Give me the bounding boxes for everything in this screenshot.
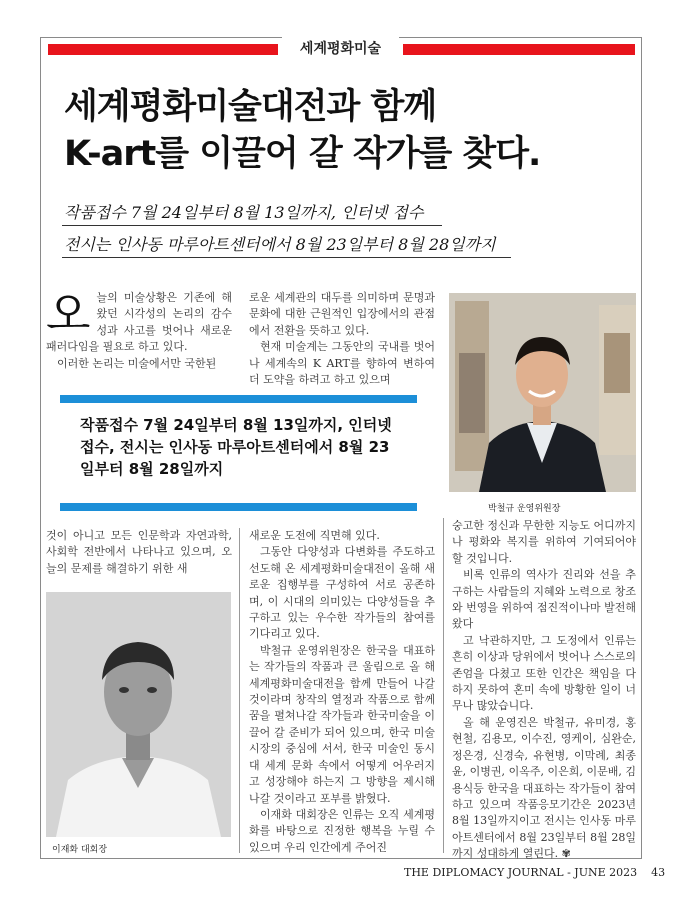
column-1-bottom — [46, 528, 232, 577]
photo-lee-jae-hwa — [46, 592, 231, 837]
caption-photo-1: 박철규 운영위원장 — [488, 504, 561, 514]
col2-bottom-paragraph-3: 박철규 운영위원장은 한국을 대표하는 작가들의 작품과 큰 울림으로 올 해 세계평화미술대전을 함께 만들어 나갈 것이라며 창작의 열정과 작품으로 함께 꿈을 펼쳐나갈 작가들과 한국미술을 이끌어 갈 준비가 되어 있으며, 한국 미술시장의 중심에 서서, 한국 미술인 동시대 세계 문화 속에서 어떻게 어우러지고 성장해야 하는지 그 방향을 제시해 나갈 것이라고 포부를 밝혔다. — [249, 643, 435, 805]
column-divider-2 — [443, 518, 444, 853]
column-3 — [452, 518, 636, 863]
photo-park-cheol-gyu — [449, 293, 636, 492]
section-label: 세계평화미술 — [282, 37, 399, 61]
subhead-underline-2 — [62, 257, 511, 258]
footer — [404, 866, 665, 879]
portrait-illustration-1 — [449, 293, 636, 492]
section-bar-right — [403, 44, 635, 55]
col1-top-paragraph-2: 이러한 논리는 미술에서만 국한된 — [57, 356, 217, 370]
pull-quote-bar-bottom — [60, 503, 417, 511]
end-mark-icon: ✾ — [561, 847, 571, 861]
subhead-2: 전시는 인사동 마루아트센터에서 8월 23일부터 8월 28일까지 — [64, 235, 496, 254]
col2-bottom-paragraph-1: 새로운 도전에 직면해 있다. — [249, 529, 380, 542]
caption-photo-2: 이재화 대회장 — [52, 845, 108, 855]
col2-bottom-paragraph-4: 이재화 대회장은 인류는 오직 세계평화를 바탕으로 진정한 행복을 누릴 수있으며 우리 인간에게 주어진 — [249, 807, 435, 854]
page-number: 43 — [651, 866, 666, 879]
col3-paragraph-4: 올 해 운영진은 박철규, 유미경, 홍현철, 김용모, 이수진, 영케이, 심완순, 정은경, 신경숙, 유현병, 이막례, 최종윤, 이병권, 이옥주, 이은희, 이문배, 김용식등 한국을 대표하는 작가들이 참여하고 있으며 작품응모기간은 2023년 8월 13일까지이고 전시는 인사동 마루아트센터에서 8월 23일부터 8월 28일까지 성대하게 열린다. — [452, 715, 637, 861]
col2-top-paragraph-2: 현재 미술계는 그동안의 국내를 벗어나 세계속의 K ART를 향하여 변하여 더 도약을 하려고 하고 있으며 — [249, 340, 435, 387]
pull-quote-bar-top — [60, 395, 417, 403]
column-1-top — [46, 287, 232, 372]
pull-quote: 작품접수 7월 24일부터 8월 13일까지, 인터넷 접수, 전시는 인사동 마루아트센터에서 8월 23일부터 8월 28일까지 — [80, 416, 392, 478]
col1-bottom-paragraph: 것이 아니고 모든 인문학과 자연과학, 사회학 전반에서 나타나고 있으며, 오늘의 문제를 해결하기 위한 새 — [46, 529, 232, 575]
headline-line-2: K-art를 이끌어 갈 작가를 찾다. — [64, 134, 541, 174]
subhead-underline-1 — [62, 225, 442, 226]
column-divider-1 — [239, 528, 240, 853]
footer-journal: THE DIPLOMACY JOURNAL - JUNE 2023 — [404, 866, 638, 879]
section-bar-left — [48, 44, 278, 55]
headline-line-1: 세계평화미술대전과 함께 — [64, 87, 437, 127]
column-2-bottom — [249, 528, 435, 856]
drop-cap: 오 — [46, 287, 91, 341]
headline — [64, 84, 644, 178]
subhead-1: 작품접수 7월 24일부터 8월 13일까지, 인터넷 접수 — [64, 203, 424, 222]
col3-paragraph-3: 고 낙관하지만, 그 도정에서 인류는 흔히 이상과 당위에서 벗어나 스스로의 존엄을 다쳤고 또한 인간은 책임을 다하지 못하여 혼미 속에 방황한 일이 너무나 많았습니다. — [452, 633, 637, 713]
portrait-illustration-2 — [46, 592, 231, 837]
col2-bottom-paragraph-2: 그동안 다양성과 다변화를 주도하고 선도해 온 세계평화미술대전이 올해 새로운 집행부를 구성하여 서로 공존하며, 이 시대의 의미있는 다양성들을 추구하고 있는 우수한 작가들의 참여를 기다리고 있다. — [249, 545, 435, 641]
col2-top-paragraph-1: 로운 세계관의 대두를 의미하며 문명과 문화에 대한 근원적인 입장에서의 관점에서 전환을 뜻하고 있다. — [249, 291, 435, 337]
col3-paragraph-1: 숭고한 정신과 무한한 지능도 어디까지나 평화와 복지를 위하여 기여되어야 할 것입니다. — [452, 519, 637, 565]
col3-paragraph-2: 비록 인류의 역사가 진리와 선을 추구하는 사람들의 지혜와 노력으로 창조와 번영을 위하여 점진적이나마 발전해 왔다 — [452, 568, 637, 631]
column-2-top — [249, 290, 435, 388]
col1-top-paragraph-1: 늘의 미술상황은 기존에 해왔던 시각성의 논리의 감수성과 사고를 벗어나 새로운 패러다임을 필요로 하고 있다. — [46, 291, 232, 354]
